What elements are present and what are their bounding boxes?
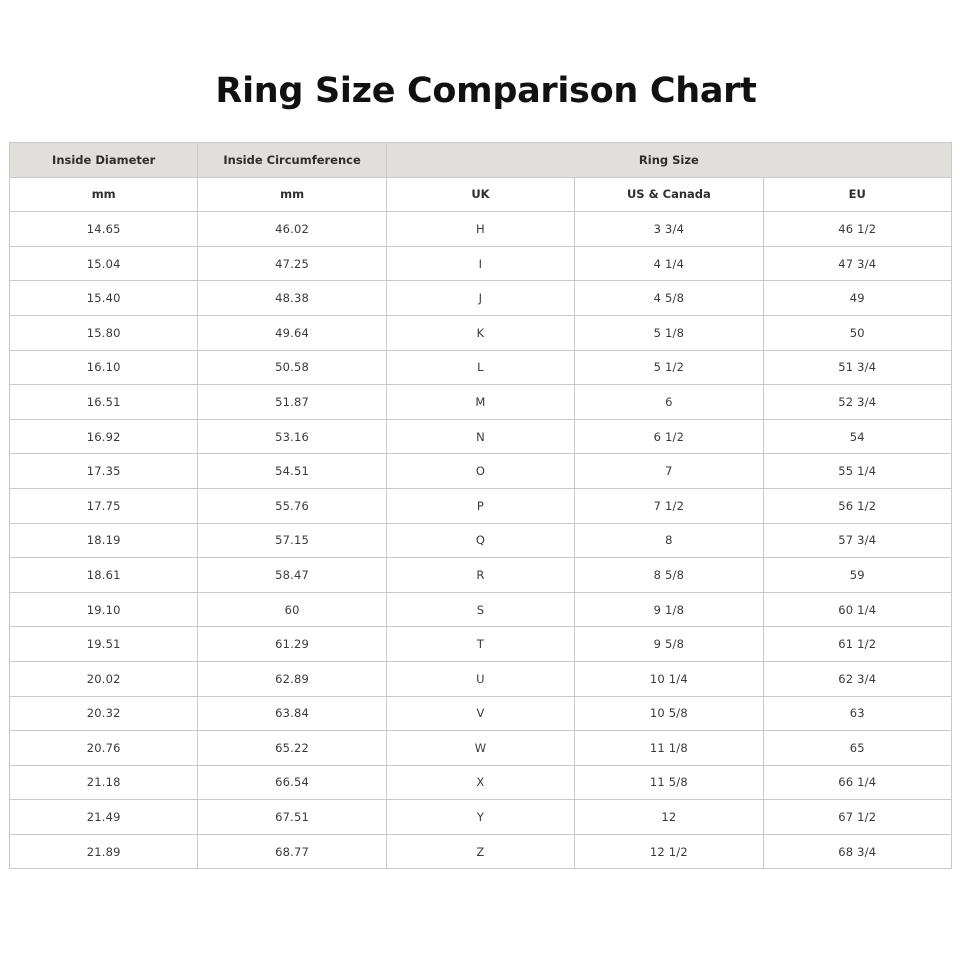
table-row: [10, 454, 952, 489]
table-row: [10, 315, 952, 350]
table-header: [10, 143, 952, 212]
cell-us-canada: 10 5/8: [575, 696, 763, 731]
cell-diameter: 16.92: [10, 419, 198, 454]
cell-eu: 50: [763, 315, 951, 350]
cell-eu: 57 3/4: [763, 523, 951, 558]
cell-diameter: 14.65: [10, 212, 198, 247]
cell-us-canada: 5 1/2: [575, 350, 763, 385]
cell-uk: Q: [386, 523, 574, 558]
cell-diameter: 15.04: [10, 246, 198, 281]
cell-diameter: 21.18: [10, 765, 198, 800]
cell-us-canada: 9 5/8: [575, 627, 763, 662]
cell-us-canada: 5 1/8: [575, 315, 763, 350]
header-ring-size: Ring Size: [386, 143, 951, 178]
unit-diameter-mm: mm: [10, 177, 198, 212]
cell-circumference: 51.87: [198, 385, 386, 420]
header-inside-diameter: Inside Diameter: [10, 143, 198, 178]
cell-diameter: 21.89: [10, 834, 198, 869]
cell-circumference: 47.25: [198, 246, 386, 281]
cell-eu: 54: [763, 419, 951, 454]
cell-circumference: 66.54: [198, 765, 386, 800]
table-row: [10, 385, 952, 420]
cell-diameter: 19.10: [10, 592, 198, 627]
cell-us-canada: 4 1/4: [575, 246, 763, 281]
cell-diameter: 17.35: [10, 454, 198, 489]
table-row: [10, 523, 952, 558]
cell-uk: J: [386, 281, 574, 316]
cell-diameter: 15.40: [10, 281, 198, 316]
cell-us-canada: 11 1/8: [575, 731, 763, 766]
table-row: [10, 731, 952, 766]
cell-us-canada: 12 1/2: [575, 834, 763, 869]
cell-circumference: 58.47: [198, 558, 386, 593]
page-title: Ring Size Comparison Chart: [215, 71, 757, 112]
table-body: [10, 212, 952, 869]
unit-eu: EU: [763, 177, 951, 212]
cell-uk: I: [386, 246, 574, 281]
cell-diameter: 20.32: [10, 696, 198, 731]
cell-us-canada: 7: [575, 454, 763, 489]
cell-us-canada: 11 5/8: [575, 765, 763, 800]
cell-us-canada: 8: [575, 523, 763, 558]
cell-us-canada: 7 1/2: [575, 488, 763, 523]
cell-uk: S: [386, 592, 574, 627]
cell-eu: 65: [763, 731, 951, 766]
table-row: [10, 800, 952, 835]
cell-uk: W: [386, 731, 574, 766]
cell-diameter: 18.19: [10, 523, 198, 558]
cell-circumference: 65.22: [198, 731, 386, 766]
cell-circumference: 46.02: [198, 212, 386, 247]
cell-circumference: 55.76: [198, 488, 386, 523]
cell-circumference: 63.84: [198, 696, 386, 731]
unit-header-row: [10, 177, 952, 212]
cell-us-canada: 6: [575, 385, 763, 420]
table-row: [10, 488, 952, 523]
cell-us-canada: 8 5/8: [575, 558, 763, 593]
cell-us-canada: 3 3/4: [575, 212, 763, 247]
cell-uk: N: [386, 419, 574, 454]
cell-uk: T: [386, 627, 574, 662]
cell-circumference: 61.29: [198, 627, 386, 662]
cell-circumference: 60: [198, 592, 386, 627]
cell-us-canada: 9 1/8: [575, 592, 763, 627]
cell-eu: 47 3/4: [763, 246, 951, 281]
cell-eu: 59: [763, 558, 951, 593]
cell-diameter: 19.51: [10, 627, 198, 662]
cell-eu: 55 1/4: [763, 454, 951, 489]
cell-eu: 49: [763, 281, 951, 316]
cell-diameter: 16.51: [10, 385, 198, 420]
cell-uk: Z: [386, 834, 574, 869]
header-inside-circumference: Inside Circumference: [198, 143, 386, 178]
cell-eu: 61 1/2: [763, 627, 951, 662]
cell-uk: U: [386, 661, 574, 696]
cell-us-canada: 10 1/4: [575, 661, 763, 696]
cell-us-canada: 6 1/2: [575, 419, 763, 454]
cell-eu: 66 1/4: [763, 765, 951, 800]
cell-diameter: 15.80: [10, 315, 198, 350]
cell-circumference: 48.38: [198, 281, 386, 316]
cell-circumference: 62.89: [198, 661, 386, 696]
unit-us-canada: US & Canada: [575, 177, 763, 212]
cell-eu: 67 1/2: [763, 800, 951, 835]
cell-uk: X: [386, 765, 574, 800]
cell-eu: 56 1/2: [763, 488, 951, 523]
cell-circumference: 68.77: [198, 834, 386, 869]
cell-uk: M: [386, 385, 574, 420]
cell-eu: 63: [763, 696, 951, 731]
cell-diameter: 20.02: [10, 661, 198, 696]
cell-diameter: 20.76: [10, 731, 198, 766]
cell-eu: 62 3/4: [763, 661, 951, 696]
cell-diameter: 17.75: [10, 488, 198, 523]
table-row: [10, 419, 952, 454]
cell-eu: 51 3/4: [763, 350, 951, 385]
table-row: [10, 592, 952, 627]
cell-eu: 52 3/4: [763, 385, 951, 420]
cell-uk: R: [386, 558, 574, 593]
cell-circumference: 49.64: [198, 315, 386, 350]
table-row: [10, 558, 952, 593]
cell-uk: H: [386, 212, 574, 247]
ring-size-table: [9, 142, 952, 869]
cell-circumference: 67.51: [198, 800, 386, 835]
cell-uk: K: [386, 315, 574, 350]
cell-uk: V: [386, 696, 574, 731]
cell-diameter: 18.61: [10, 558, 198, 593]
table-row: [10, 765, 952, 800]
table-row: [10, 834, 952, 869]
cell-diameter: 16.10: [10, 350, 198, 385]
cell-circumference: 50.58: [198, 350, 386, 385]
table-row: [10, 246, 952, 281]
table-row: [10, 627, 952, 662]
cell-us-canada: 12: [575, 800, 763, 835]
unit-uk: UK: [386, 177, 574, 212]
unit-circumference-mm: mm: [198, 177, 386, 212]
group-header-row: [10, 143, 952, 178]
cell-circumference: 53.16: [198, 419, 386, 454]
cell-diameter: 21.49: [10, 800, 198, 835]
cell-circumference: 54.51: [198, 454, 386, 489]
table-row: [10, 350, 952, 385]
cell-uk: O: [386, 454, 574, 489]
table-row: [10, 696, 952, 731]
table-row: [10, 281, 952, 316]
table-row: [10, 661, 952, 696]
cell-circumference: 57.15: [198, 523, 386, 558]
table-row: [10, 212, 952, 247]
cell-uk: L: [386, 350, 574, 385]
cell-uk: P: [386, 488, 574, 523]
cell-eu: 46 1/2: [763, 212, 951, 247]
cell-eu: 60 1/4: [763, 592, 951, 627]
cell-uk: Y: [386, 800, 574, 835]
cell-eu: 68 3/4: [763, 834, 951, 869]
cell-us-canada: 4 5/8: [575, 281, 763, 316]
